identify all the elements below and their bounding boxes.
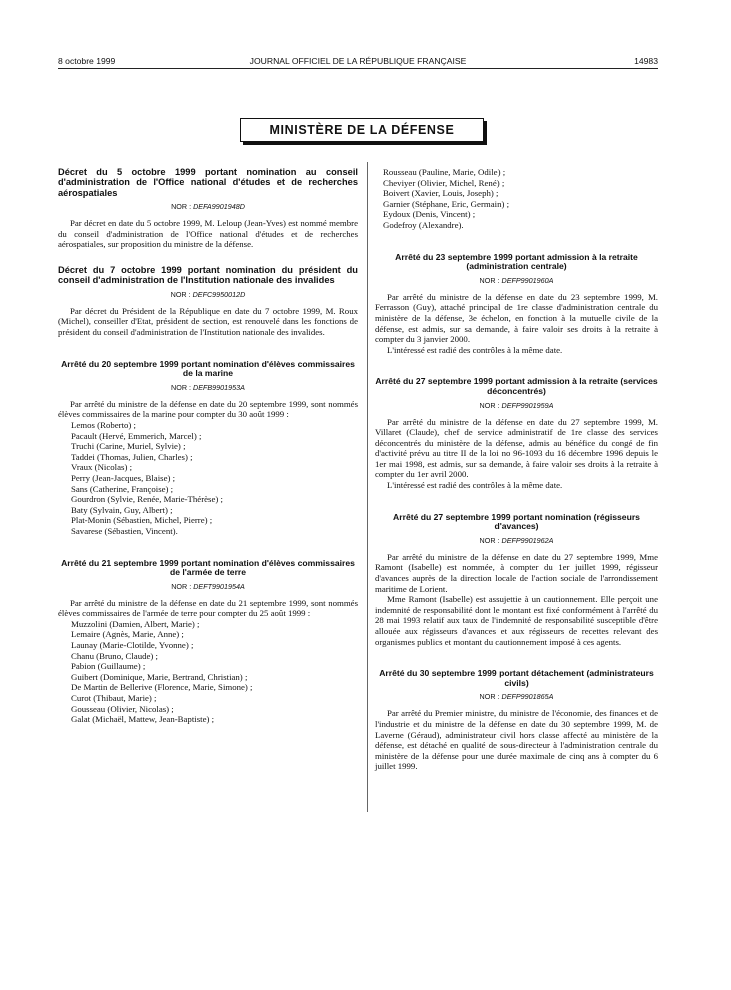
list-item: Lemos (Roberto) ; [71, 419, 136, 430]
section-paragraph: Par arrêté du ministre de la défense en date du 23 septembre 1999, M. Ferrasson (Guy), attaché principal de 1re classe d'administration centrale du ministère de la défense, 3e échelon, en fonction à la mutuelle civile de la défense, est admis, sur sa demande, à faire valoir ses droits à la retraite à compter du 3 janvier 2000. [375, 291, 658, 345]
list-item: Boivert (Xavier, Louis, Joseph) ; [383, 188, 499, 199]
order-secondment [375, 669, 658, 772]
order-advance-administrators [375, 513, 658, 648]
nor-reference: NOR : DEFP9901865A [479, 692, 554, 702]
header-page-number: 14983 [634, 56, 658, 66]
nor-reference: NOR : DEFP9901960A [479, 275, 554, 285]
list-item: Sans (Catherine, Françoise) ; [71, 483, 174, 494]
nor-reference: NOR : DEFP9901962A [479, 535, 554, 545]
header-journal-title: JOURNAL OFFICIEL DE LA RÉPUBLIQUE FRANÇAISE [249, 56, 467, 66]
order-marine-commissioners [58, 360, 358, 537]
list-item: Pabion (Guillaume) ; [71, 661, 146, 672]
section-paragraph: Par arrêté du ministre de la défense en date du 21 septembre 1999, sont nommés élèves commissaires de l'armée de terre pour compter du 25 août 1999 : [58, 597, 358, 619]
column-divider [367, 162, 368, 812]
list-item: Chanu (Bruno, Claude) ; [71, 650, 158, 661]
list-item: Taddei (Thomas, Julien, Charles) ; [71, 451, 193, 462]
nor-reference: NOR : DEFB9901953A [171, 382, 245, 392]
list-item: Muzzolini (Damien, Albert, Marie) ; [71, 618, 200, 629]
section-title: Arrêté du 23 septembre 1999 portant admission à la retraite (administration centrale) [395, 251, 638, 272]
list-item: De Martin de Bellerive (Florence, Marie, Simone) ; [71, 682, 253, 693]
list-item: Truchi (Carine, Muriel, Sylvie) ; [71, 441, 186, 452]
section-title: Arrêté du 21 septembre 1999 portant nomination d'élèves commissaires de l'armée de terre [61, 557, 355, 578]
list-item: Gourdron (Sylvie, Renée, Marie-Thérèse) ; [71, 494, 223, 505]
nor-reference: NOR : DEFC9950012D [170, 289, 246, 299]
decree-roux [58, 265, 358, 338]
names-list [58, 619, 358, 725]
section-paragraph: L'intéressé est radié des contrôles à la même date. [387, 344, 563, 355]
section-paragraph: Par arrêté du Premier ministre, du ministre de l'économie, des finances et de l'industrie et du ministre de la défense en date du 30 septembre 1999, M. de Laverne (Géraud), administrateur civil hors classe affecté au ministère de la défense, est détaché en qualité de sous-directeur à l'administration centrale du ministère de la défense pour une durée maximale de cinq ans à compter du 6 juillet 1999. [375, 708, 658, 772]
names-list [58, 420, 358, 537]
list-item: Launay (Marie-Clotilde, Yvonne) ; [71, 640, 194, 651]
section-paragraph: Par décret en date du 5 octobre 1999, M. Leloup (Jean-Yves) est nommé membre du conseil d'administration de l'Office national d'études et de recherches aérospatiales, sur proposition du ministre de la défense. [58, 218, 358, 250]
section-paragraph: Par arrêté du ministre de la défense en date du 27 septembre 1999, M. Villaret (Claude), chef de service administratif de 1re classe des services déconcentrés du ministère de la défense, admis au bénéfice du congé de fin d'activité prévu au titre II de la loi no 96-1093 du 16 décembre 1996 depuis le 1er mai 1998, est admis, sur sa demande, à faire valoir ses droits à la retraite à compter du 1er avril 2000. [375, 416, 658, 480]
left-column [58, 167, 358, 725]
list-item: Savarese (Sébastien, Vincent). [71, 525, 178, 536]
section-title: Arrêté du 20 septembre 1999 portant nomination d'élèves commissaires de la marine [61, 358, 355, 379]
list-item: Baty (Sylvain, Guy, Albert) ; [71, 504, 173, 515]
section-title: Décret du 5 octobre 1999 portant nomination au conseil d'administration de l'Office national d'études et de recherches aérospatiales [58, 167, 358, 198]
ministry-title-box [240, 118, 484, 142]
names-list-continued [375, 167, 658, 231]
section-title: Arrêté du 27 septembre 1999 portant admission à la retraite (services déconcentrés) [375, 376, 658, 396]
list-item: Plat-Monin (Sébastien, Michel, Pierre) ; [71, 515, 213, 526]
section-title: Décret du 7 octobre 1999 portant nomination du président du conseil d'administration de l'Institution nationale des invalides [58, 265, 358, 286]
list-item: Rousseau (Pauline, Marie, Odile) ; [383, 167, 506, 177]
list-item: Garnier (Stéphane, Eric, Germain) ; [383, 198, 510, 209]
section-paragraph: Par décret du Président de la République en date du 7 octobre 1999, M. Roux (Michel), conseiller d'Etat, président de section, est renouvelé dans les fonctions de président du conseil d'administration de l'Institution nationale des invalides. [58, 305, 358, 337]
section-title: Arrêté du 27 septembre 1999 portant nomination (régisseurs d'avances) [393, 511, 640, 532]
nor-reference: NOR : DEFP9901959A [479, 400, 554, 410]
nor-reference: NOR : DEFA9901948D [171, 202, 245, 212]
section-paragraph: Par arrêté du ministre de la défense en date du 20 septembre 1999, sont nommés élèves commissaires de la marine pour compter du 30 août 1999 : [58, 398, 358, 420]
list-item: Guibert (Dominique, Marie, Bertrand, Christian) ; [71, 671, 248, 682]
list-item: Curot (Thibaut, Marie) ; [71, 693, 157, 704]
section-paragraph: Mme Ramont (Isabelle) est assujettie à un cautionnement. Elle perçoit une indemnité de responsabilité dont le montant est fixé conformément à l'arrêté du 28 mai 1993 relatif aux taux de l'indemnité de responsabilité susceptible d'être allouée aux régisseurs d'avances et aux régisseurs de recettes relevant des organismes publics et montant du cautionnement imposé à ces agents. [375, 594, 658, 647]
list-item: Godefroy (Alexandre). [383, 219, 464, 230]
list-item: Perry (Jean-Jacques, Blaise) ; [71, 472, 176, 483]
section-title: Arrêté du 30 septembre 1999 portant détachement (administrateurs civils) [379, 668, 654, 688]
nor-reference: NOR : DEFT9901954A [171, 581, 245, 591]
order-army-commissioners [58, 559, 358, 725]
list-item: Eydoux (Denis, Vincent) ; [383, 209, 476, 220]
order-retirement-deconcentrated [375, 377, 658, 490]
decree-leloup [58, 167, 358, 250]
ministry-title: MINISTÈRE DE LA DÉFENSE [269, 123, 455, 137]
section-paragraph: Par arrêté du ministre de la défense en date du 27 septembre 1999, Mme Ramont (Isabelle) est nommée, à compter du 1er juillet 1999, régisseur d'avances auprès de la direction locale de l'action sociale de l'arrondissement maritime de Lorient. [375, 551, 658, 594]
list-item: Pacault (Hervé, Emmerich, Marcel) ; [71, 430, 202, 441]
header-rule [58, 68, 658, 69]
order-retirement-central [375, 253, 658, 356]
section-paragraph: L'intéressé est radié des contrôles à la même date. [387, 480, 563, 491]
list-item: Vraux (Nicolas) ; [71, 462, 133, 473]
header-date: 8 octobre 1999 [58, 56, 116, 66]
list-item: Lemaire (Agnès, Marie, Anne) ; [71, 629, 184, 640]
right-column [375, 167, 658, 772]
list-item: Gousseau (Olivier, Nicolas) ; [71, 703, 174, 714]
list-item: Cheviyer (Olivier, Michel, René) ; [383, 177, 505, 188]
list-item: Galat (Michaël, Mattew, Jean-Baptiste) ; [71, 714, 215, 725]
